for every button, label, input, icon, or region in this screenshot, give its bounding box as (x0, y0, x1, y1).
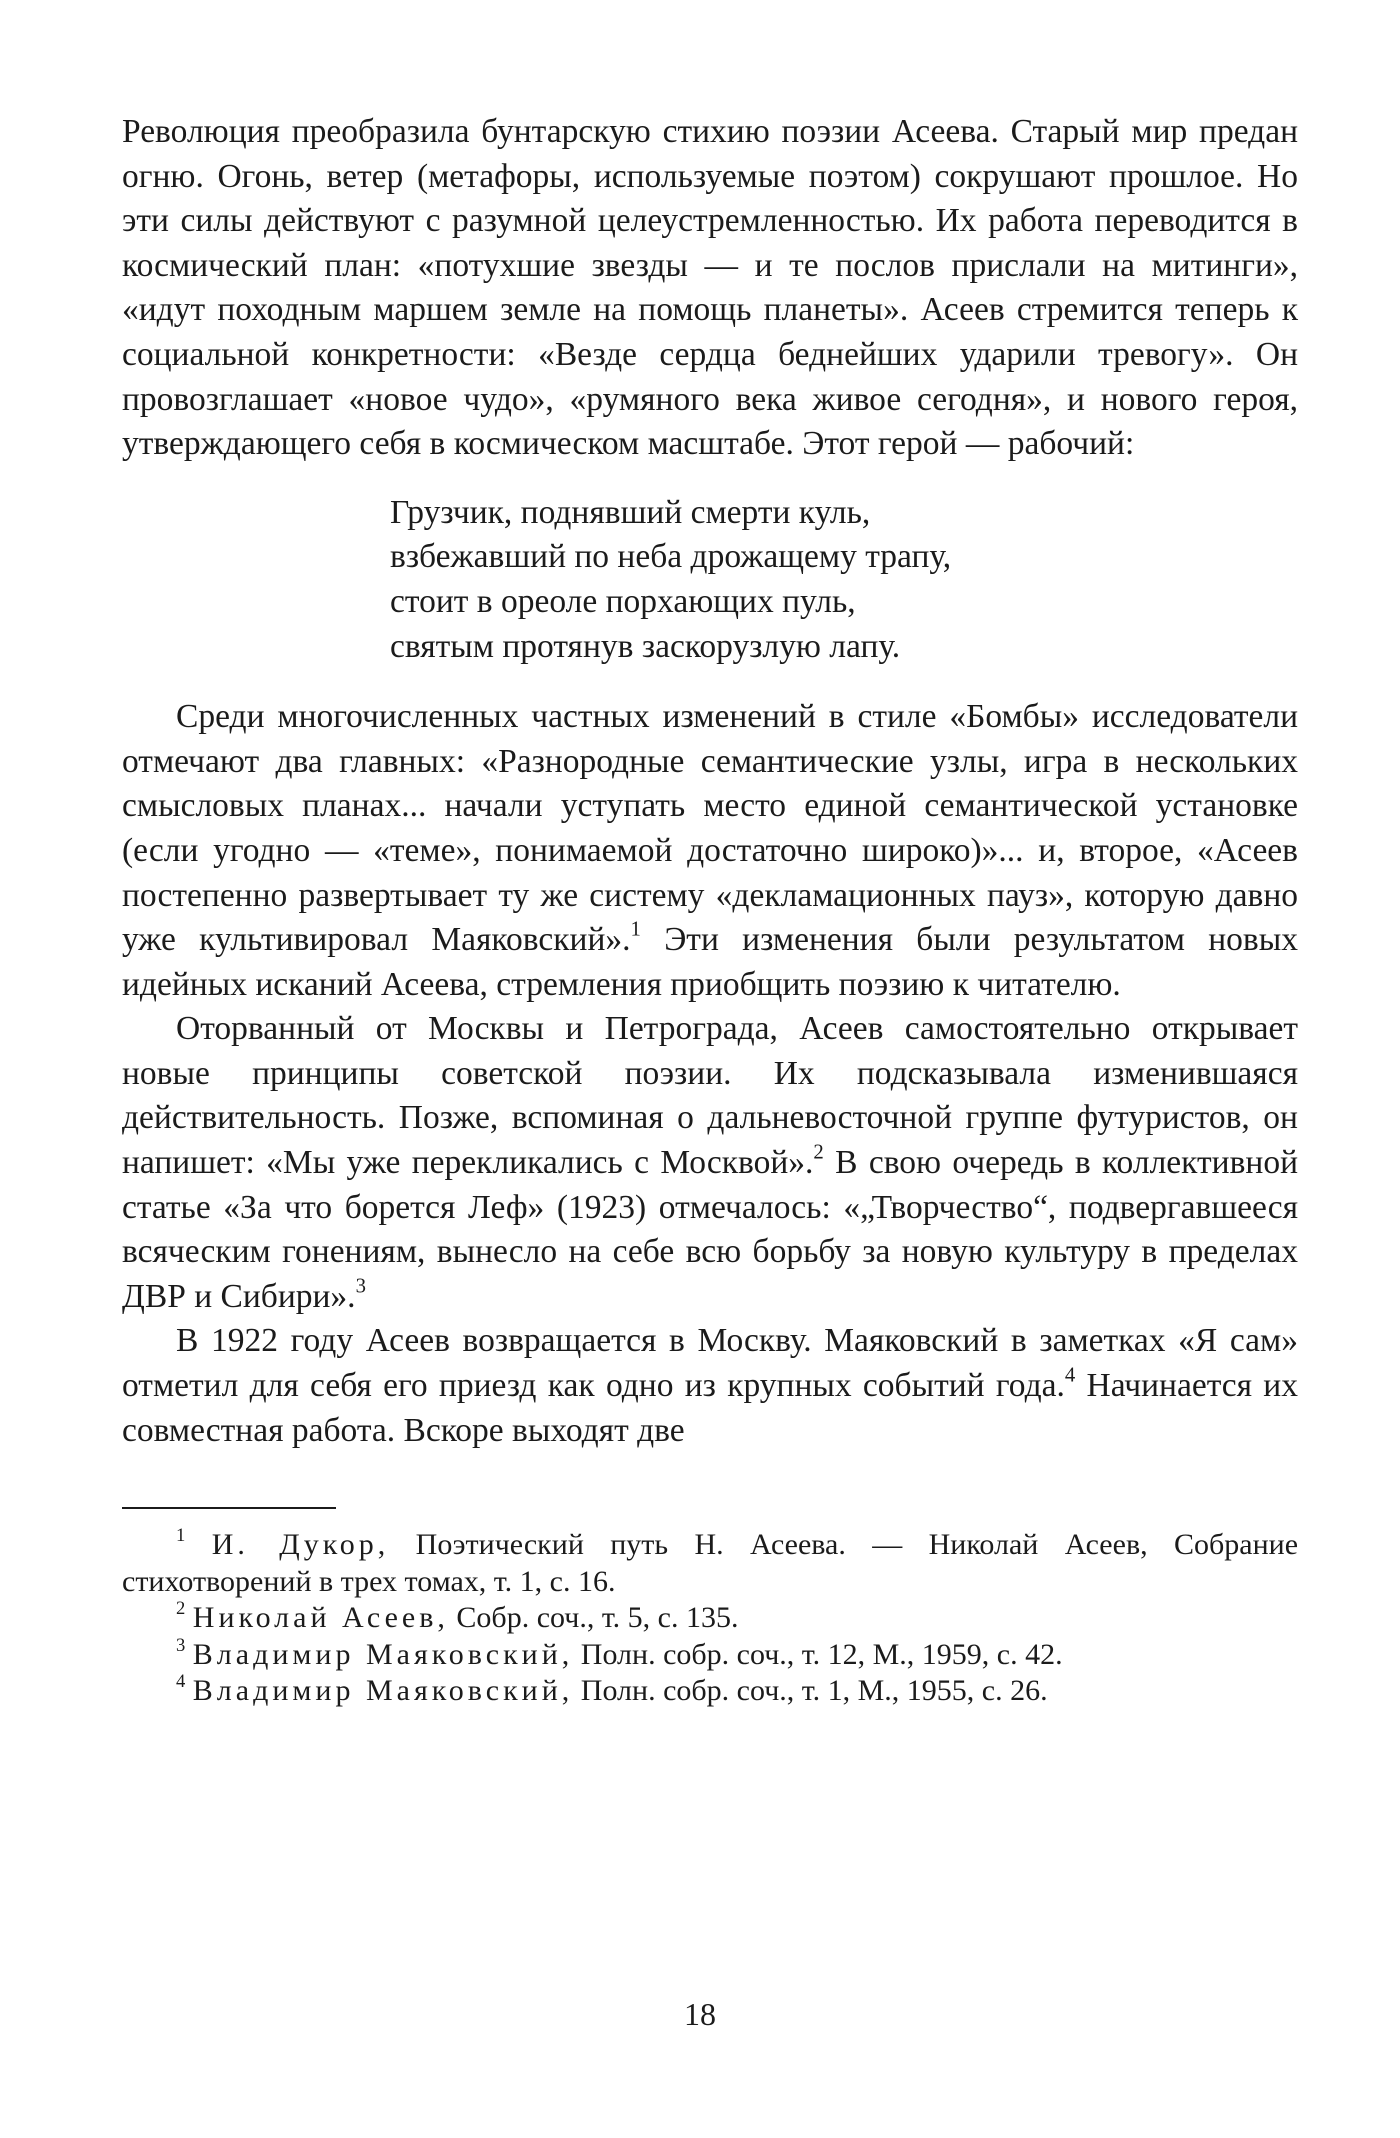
paragraph-2 (122, 695, 1298, 1007)
paragraph-4-tail: Начинается их совместная работа. Вскоре выходят две (122, 1367, 1298, 1449)
page-body (122, 110, 1298, 1710)
footnote-text: Полн. собр. соч., т. 12, М., 1959, с. 42. (573, 1637, 1063, 1671)
footnote-text: Поэтический путь Н. Асеева. — Николай Асеев, Собрание стихотворений в трех томах, т. 1, с. 16. (122, 1528, 1299, 1598)
footnote-author: Николай Асеев, (192, 1601, 449, 1635)
footnote (122, 1600, 1298, 1637)
verse-line: стоит в ореоле порхающих пуль, (390, 582, 856, 620)
footnote-number: 3 (176, 1634, 186, 1656)
paragraph-4-text: В 1922 году Асеев возвращается в Москву. Маяковский в заметках «Я сам» отметил для себя его приезд как одно из крупных событий года. (122, 1322, 1298, 1405)
footnote-number: 1 (176, 1525, 186, 1547)
verse-line: Грузчик, поднявший смерти куль, (390, 493, 871, 531)
footnote-number: 4 (176, 1671, 186, 1693)
paragraph-3-mid: В свою очередь в коллективной статье «За что борется Леф» (1923) отмечалось: «„Творчество“, подвергавшееся всяческим гонениям, вынесло на себе всю борьбу за новую культуру в пределах ДВР и Сибири». (122, 1144, 1298, 1315)
footnote-ref[interactable]: 1 (630, 917, 641, 941)
footnote-author: Владимир Маяковский, (192, 1674, 574, 1708)
footnotes (122, 1527, 1298, 1710)
footnote-ref[interactable]: 4 (1064, 1363, 1076, 1387)
footnote (122, 1527, 1298, 1600)
paragraph-3 (122, 1007, 1298, 1319)
footnote (122, 1673, 1298, 1710)
verse-line: святым протянув заскорузлую лапу. (390, 627, 901, 665)
paragraph-3-text: Оторванный от Москвы и Петрограда, Асеев самостоятельно открывает новые принципы советской поэзии. Их подсказывала изменившаяся действительность. Позже, вспоминая о дальневосточной группе футуристов, он напишет: «Мы уже перекликались с Москвой». (122, 1010, 1298, 1182)
paragraph-2-text: Среди многочисленных частных изменений в стиле «Бомбы» исследователи отмечают два главных: «Разнородные семантические узлы, игра в нескольких смысловых планах... начали уступать место единой семантической установке (если угодно — «теме», понимаемой достаточно широко)»... и, второе, «Асеев постепенно развертывает ту же систему «декламационных пауз», которую давно уже культивировал Маяковский». (122, 698, 1298, 959)
footnote-separator (122, 1507, 336, 1509)
paragraph-4 (122, 1319, 1298, 1453)
paragraph-2-tail: Эти изменения были результатом новых идейных исканий Асеева, стремления приобщить поэзию к читателю. (122, 921, 1298, 1003)
footnote-number: 2 (176, 1598, 186, 1620)
footnote-text: Полн. собр. соч., т. 1, М., 1955, с. 26. (573, 1674, 1048, 1708)
footnote-text: Собр. соч., т. 5, с. 135. (448, 1601, 739, 1635)
page-number: 18 (684, 1996, 716, 2032)
footnote-author: Владимир Маяковский, (192, 1637, 574, 1671)
paragraph-1: Революция преобразила бунтарскую стихию поэзии Асеева. Старый мир предан огню. Огонь, ветер (метафоры, используемые поэтом) сокрушают прошлое. Но эти силы действуют с разумной целеустремленностью. Их работа переводится в космический план: «потухшие звезды — и те послов прислали на митинги», «идут походным маршем земле на помощь планеты». Асеев стремится теперь к социальной конкретности: «Везде сердца беднейших ударили тревогу». Он провозглашает «новое чудо», «румяного века живое сегодня», и нового героя, утверждающего себя в космическом масштабе. Этот герой — рабочий: (122, 113, 1298, 463)
footnote-ref[interactable]: 3 (355, 1274, 366, 1298)
footnote-ref[interactable]: 2 (813, 1140, 824, 1164)
footnote-author: И. Дукор, (211, 1528, 390, 1562)
footnote (122, 1634, 1298, 1674)
verse-line: взбежавший по неба дрожащему трапу, (390, 538, 952, 576)
verse-quote (390, 491, 1298, 669)
